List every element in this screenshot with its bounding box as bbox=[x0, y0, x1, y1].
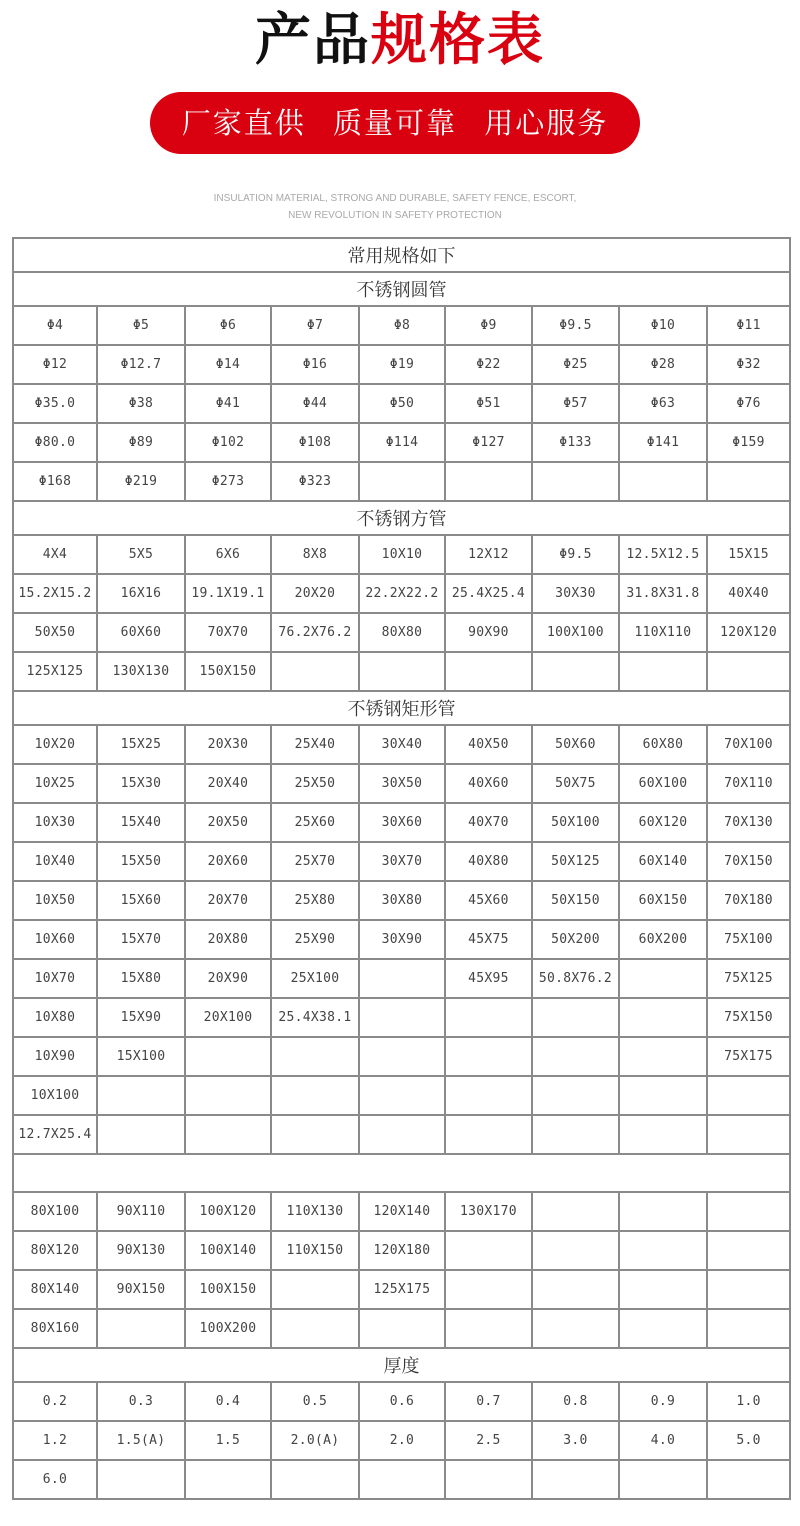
spec-cell: 15X80 bbox=[97, 959, 185, 998]
slogan-2: 质量可靠 bbox=[332, 106, 457, 140]
spec-cell: 0.3 bbox=[97, 1382, 185, 1421]
spec-cell: Φ108 bbox=[271, 423, 359, 462]
spec-cell: Φ219 bbox=[97, 462, 185, 501]
spec-cell: Φ141 bbox=[619, 423, 707, 462]
spec-cell: Φ273 bbox=[185, 462, 271, 501]
spec-cell bbox=[445, 1037, 532, 1076]
spec-cell: 1.0 bbox=[707, 1382, 790, 1421]
spec-cell: 30X50 bbox=[359, 764, 445, 803]
spec-cell bbox=[359, 462, 445, 501]
spec-cell: 70X70 bbox=[185, 613, 271, 652]
spec-cell bbox=[707, 652, 790, 691]
spec-cell bbox=[707, 1460, 790, 1499]
spec-cell bbox=[532, 1231, 619, 1270]
spec-cell bbox=[445, 462, 532, 501]
spec-cell bbox=[707, 462, 790, 501]
section-title-cell: 不锈钢圆管 bbox=[13, 272, 790, 306]
spec-cell bbox=[445, 1076, 532, 1115]
spec-cell: 25X60 bbox=[271, 803, 359, 842]
slogan-3: 用心服务 bbox=[484, 106, 609, 140]
table-row bbox=[13, 803, 790, 842]
spec-cell: 50X200 bbox=[532, 920, 619, 959]
spec-cell: 15X90 bbox=[97, 998, 185, 1037]
spec-cell: 20X70 bbox=[185, 881, 271, 920]
spec-cell: 150X150 bbox=[185, 652, 271, 691]
spec-cell: 10X100 bbox=[13, 1076, 97, 1115]
table-row bbox=[13, 1115, 790, 1154]
spec-cell: Φ6 bbox=[185, 306, 271, 345]
spec-cell: 50X75 bbox=[532, 764, 619, 803]
spec-cell: Φ9.5 bbox=[532, 535, 619, 574]
spec-cell: 25X100 bbox=[271, 959, 359, 998]
spec-cell bbox=[532, 998, 619, 1037]
spec-cell: 12.7X25.4 bbox=[13, 1115, 97, 1154]
spec-cell bbox=[271, 1076, 359, 1115]
spec-cell: Φ7 bbox=[271, 306, 359, 345]
spec-cell: 100X140 bbox=[185, 1231, 271, 1270]
spec-cell: 75X125 bbox=[707, 959, 790, 998]
spec-cell bbox=[359, 1076, 445, 1115]
spec-cell bbox=[359, 1115, 445, 1154]
spec-cell: 4.0 bbox=[619, 1421, 707, 1460]
spec-cell: 130X130 bbox=[97, 652, 185, 691]
spec-cell: Φ133 bbox=[532, 423, 619, 462]
spec-cell: 60X80 bbox=[619, 725, 707, 764]
spec-cell: 16X16 bbox=[97, 574, 185, 613]
spec-cell: 25X50 bbox=[271, 764, 359, 803]
spec-cell: 12X12 bbox=[445, 535, 532, 574]
table-row bbox=[13, 998, 790, 1037]
spec-cell: Φ19 bbox=[359, 345, 445, 384]
spec-cell bbox=[707, 1309, 790, 1348]
spec-cell: 40X50 bbox=[445, 725, 532, 764]
table-row bbox=[13, 574, 790, 613]
spec-cell bbox=[619, 1037, 707, 1076]
spec-cell bbox=[445, 1309, 532, 1348]
spec-cell bbox=[445, 1460, 532, 1499]
table-row bbox=[13, 1309, 790, 1348]
spec-cell bbox=[445, 652, 532, 691]
spec-cell: 15X40 bbox=[97, 803, 185, 842]
spec-cell: 50X100 bbox=[532, 803, 619, 842]
spec-cell bbox=[532, 1460, 619, 1499]
table-row bbox=[13, 306, 790, 345]
spec-cell: Φ5 bbox=[97, 306, 185, 345]
spec-cell bbox=[532, 462, 619, 501]
table-row bbox=[13, 1037, 790, 1076]
spec-cell bbox=[619, 1309, 707, 1348]
spec-cell: 5X5 bbox=[97, 535, 185, 574]
table-row bbox=[13, 1192, 790, 1231]
spec-cell: 40X60 bbox=[445, 764, 532, 803]
table-row bbox=[13, 959, 790, 998]
table-caption bbox=[13, 238, 790, 272]
spec-cell bbox=[97, 1309, 185, 1348]
spec-cell bbox=[532, 1115, 619, 1154]
spec-cell: 12.5X12.5 bbox=[619, 535, 707, 574]
spec-cell: Φ89 bbox=[97, 423, 185, 462]
spec-cell: Φ168 bbox=[13, 462, 97, 501]
spec-cell: 10X20 bbox=[13, 725, 97, 764]
spec-cell: 100X100 bbox=[532, 613, 619, 652]
spec-cell: 0.9 bbox=[619, 1382, 707, 1421]
spec-cell: 0.4 bbox=[185, 1382, 271, 1421]
spec-cell: 90X150 bbox=[97, 1270, 185, 1309]
spec-cell: 15X50 bbox=[97, 842, 185, 881]
spec-cell bbox=[532, 1270, 619, 1309]
spec-cell bbox=[97, 1076, 185, 1115]
table-row bbox=[13, 1421, 790, 1460]
spec-cell: 70X100 bbox=[707, 725, 790, 764]
spec-cell bbox=[532, 1037, 619, 1076]
spec-cell: 0.5 bbox=[271, 1382, 359, 1421]
spec-cell: 4X4 bbox=[13, 535, 97, 574]
spec-cell bbox=[707, 1270, 790, 1309]
spec-cell bbox=[359, 1460, 445, 1499]
spec-cell: 6.0 bbox=[13, 1460, 97, 1499]
spec-cell: 31.8X31.8 bbox=[619, 574, 707, 613]
table-row bbox=[13, 842, 790, 881]
spec-cell bbox=[445, 1270, 532, 1309]
spec-cell: Φ8 bbox=[359, 306, 445, 345]
spec-cell: 19.1X19.1 bbox=[185, 574, 271, 613]
spec-cell: 70X150 bbox=[707, 842, 790, 881]
spec-cell: 125X125 bbox=[13, 652, 97, 691]
spec-cell: 20X40 bbox=[185, 764, 271, 803]
spec-cell: Φ114 bbox=[359, 423, 445, 462]
spec-cell bbox=[445, 998, 532, 1037]
spec-cell: 60X100 bbox=[619, 764, 707, 803]
spec-cell: Φ12.7 bbox=[97, 345, 185, 384]
spec-cell: 75X175 bbox=[707, 1037, 790, 1076]
spec-cell bbox=[707, 1076, 790, 1115]
spec-cell: 60X120 bbox=[619, 803, 707, 842]
spec-cell: 70X110 bbox=[707, 764, 790, 803]
spec-cell bbox=[271, 652, 359, 691]
spec-cell: 130X170 bbox=[445, 1192, 532, 1231]
spec-cell: 80X80 bbox=[359, 613, 445, 652]
spec-cell bbox=[185, 1115, 271, 1154]
spec-cell bbox=[271, 1037, 359, 1076]
table-row bbox=[13, 1460, 790, 1499]
table-row bbox=[13, 384, 790, 423]
spec-cell: 50X60 bbox=[532, 725, 619, 764]
section-title bbox=[13, 501, 790, 535]
tagline-line-2: NEW REVOLUTION IN SAFETY PROTECTION bbox=[288, 210, 502, 221]
spec-cell: 20X50 bbox=[185, 803, 271, 842]
spec-cell: Φ80.0 bbox=[13, 423, 97, 462]
spec-cell: 20X60 bbox=[185, 842, 271, 881]
spec-cell: 110X150 bbox=[271, 1231, 359, 1270]
spec-cell: 50X125 bbox=[532, 842, 619, 881]
table-row bbox=[13, 1270, 790, 1309]
spec-cell: 70X180 bbox=[707, 881, 790, 920]
spec-table bbox=[12, 237, 791, 1500]
spec-cell: 25X70 bbox=[271, 842, 359, 881]
spec-cell: Φ127 bbox=[445, 423, 532, 462]
spec-cell: 2.0 bbox=[359, 1421, 445, 1460]
spec-cell: Φ9.5 bbox=[532, 306, 619, 345]
table-row bbox=[13, 652, 790, 691]
section-title-cell: 不锈钢方管 bbox=[13, 501, 790, 535]
spec-cell bbox=[532, 1192, 619, 1231]
spec-cell: Φ32 bbox=[707, 345, 790, 384]
spec-cell: Φ50 bbox=[359, 384, 445, 423]
spec-cell: 80X160 bbox=[13, 1309, 97, 1348]
spec-cell: 120X120 bbox=[707, 613, 790, 652]
slogan-banner bbox=[150, 92, 640, 154]
spec-cell: 22.2X22.2 bbox=[359, 574, 445, 613]
spec-cell bbox=[185, 1076, 271, 1115]
table-row bbox=[13, 881, 790, 920]
spec-cell: 1.5(A) bbox=[97, 1421, 185, 1460]
table-row bbox=[13, 1382, 790, 1421]
spec-cell bbox=[619, 998, 707, 1037]
spec-cell: 25X90 bbox=[271, 920, 359, 959]
spec-cell bbox=[97, 1115, 185, 1154]
spec-cell: 20X20 bbox=[271, 574, 359, 613]
spec-cell: 15X70 bbox=[97, 920, 185, 959]
table-row bbox=[13, 1231, 790, 1270]
spec-cell bbox=[619, 1192, 707, 1231]
spec-cell: 25.4X25.4 bbox=[445, 574, 532, 613]
spec-cell: 110X130 bbox=[271, 1192, 359, 1231]
spec-cell bbox=[619, 462, 707, 501]
spec-cell bbox=[445, 1231, 532, 1270]
table-row bbox=[13, 462, 790, 501]
spec-cell: 30X40 bbox=[359, 725, 445, 764]
spec-cell bbox=[707, 1231, 790, 1270]
spec-cell: 76.2X76.2 bbox=[271, 613, 359, 652]
table-row bbox=[13, 920, 790, 959]
spec-cell: 60X200 bbox=[619, 920, 707, 959]
table-row bbox=[13, 535, 790, 574]
spec-cell bbox=[532, 652, 619, 691]
table-row bbox=[13, 345, 790, 384]
spec-cell: 50.8X76.2 bbox=[532, 959, 619, 998]
spec-cell: 25X80 bbox=[271, 881, 359, 920]
spec-cell: 2.0(A) bbox=[271, 1421, 359, 1460]
spec-cell: 2.5 bbox=[445, 1421, 532, 1460]
table-row bbox=[13, 1076, 790, 1115]
section-title-cell bbox=[13, 1154, 790, 1192]
spec-cell: 45X95 bbox=[445, 959, 532, 998]
spec-cell: Φ41 bbox=[185, 384, 271, 423]
section-title bbox=[13, 1348, 790, 1382]
spec-cell: Φ102 bbox=[185, 423, 271, 462]
spec-cell bbox=[97, 1460, 185, 1499]
spec-cell: 0.7 bbox=[445, 1382, 532, 1421]
spec-cell: 110X110 bbox=[619, 613, 707, 652]
spec-cell: 120X180 bbox=[359, 1231, 445, 1270]
spec-table-body bbox=[13, 238, 790, 1499]
section-title bbox=[13, 1154, 790, 1192]
spec-cell: 40X40 bbox=[707, 574, 790, 613]
spec-cell: 125X175 bbox=[359, 1270, 445, 1309]
spec-cell: 50X150 bbox=[532, 881, 619, 920]
spec-cell: Φ35.0 bbox=[13, 384, 97, 423]
section-title bbox=[13, 691, 790, 725]
spec-cell: 120X140 bbox=[359, 1192, 445, 1231]
spec-cell bbox=[532, 1309, 619, 1348]
spec-cell: 10X40 bbox=[13, 842, 97, 881]
spec-cell: 90X90 bbox=[445, 613, 532, 652]
spec-cell: 50X50 bbox=[13, 613, 97, 652]
spec-cell: 30X60 bbox=[359, 803, 445, 842]
spec-cell: Φ11 bbox=[707, 306, 790, 345]
spec-cell: 75X100 bbox=[707, 920, 790, 959]
spec-cell bbox=[619, 1115, 707, 1154]
spec-cell: 10X10 bbox=[359, 535, 445, 574]
spec-cell bbox=[619, 1460, 707, 1499]
spec-cell: 20X30 bbox=[185, 725, 271, 764]
spec-cell: 20X90 bbox=[185, 959, 271, 998]
spec-cell bbox=[359, 959, 445, 998]
spec-cell: 1.5 bbox=[185, 1421, 271, 1460]
spec-cell: 100X150 bbox=[185, 1270, 271, 1309]
table-row bbox=[13, 764, 790, 803]
spec-cell bbox=[532, 1076, 619, 1115]
spec-cell: 80X100 bbox=[13, 1192, 97, 1231]
spec-cell bbox=[619, 959, 707, 998]
spec-cell: 15X25 bbox=[97, 725, 185, 764]
spec-cell: 6X6 bbox=[185, 535, 271, 574]
spec-cell: 75X150 bbox=[707, 998, 790, 1037]
spec-cell: 10X30 bbox=[13, 803, 97, 842]
spec-cell: 15X30 bbox=[97, 764, 185, 803]
spec-cell: Φ159 bbox=[707, 423, 790, 462]
spec-cell: 0.6 bbox=[359, 1382, 445, 1421]
spec-cell bbox=[707, 1192, 790, 1231]
spec-cell: 30X90 bbox=[359, 920, 445, 959]
spec-cell: 60X150 bbox=[619, 881, 707, 920]
spec-cell: 15.2X15.2 bbox=[13, 574, 97, 613]
spec-cell: 1.2 bbox=[13, 1421, 97, 1460]
spec-cell bbox=[359, 652, 445, 691]
spec-cell bbox=[707, 1115, 790, 1154]
spec-cell: 10X90 bbox=[13, 1037, 97, 1076]
spec-cell: Φ51 bbox=[445, 384, 532, 423]
table-row bbox=[13, 725, 790, 764]
spec-cell: 20X80 bbox=[185, 920, 271, 959]
spec-cell bbox=[359, 998, 445, 1037]
spec-cell: Φ9 bbox=[445, 306, 532, 345]
title-black-part: 产品 bbox=[255, 8, 371, 73]
spec-cell: 15X60 bbox=[97, 881, 185, 920]
spec-cell: 80X120 bbox=[13, 1231, 97, 1270]
spec-cell bbox=[271, 1460, 359, 1499]
spec-cell: Φ76 bbox=[707, 384, 790, 423]
spec-cell bbox=[359, 1309, 445, 1348]
section-title-cell: 不锈钢矩形管 bbox=[13, 691, 790, 725]
page-title bbox=[0, 8, 800, 74]
spec-cell bbox=[359, 1037, 445, 1076]
spec-cell: Φ14 bbox=[185, 345, 271, 384]
spec-cell: 60X140 bbox=[619, 842, 707, 881]
spec-cell: 90X130 bbox=[97, 1231, 185, 1270]
spec-cell: 20X100 bbox=[185, 998, 271, 1037]
spec-cell: 100X200 bbox=[185, 1309, 271, 1348]
table-caption-cell: 常用规格如下 bbox=[13, 238, 790, 272]
spec-cell: 10X25 bbox=[13, 764, 97, 803]
table-row bbox=[13, 613, 790, 652]
spec-cell: 15X100 bbox=[97, 1037, 185, 1076]
spec-cell: Φ4 bbox=[13, 306, 97, 345]
spec-cell: 10X70 bbox=[13, 959, 97, 998]
slogan-1: 厂家直供 bbox=[181, 106, 306, 140]
spec-cell: 10X50 bbox=[13, 881, 97, 920]
spec-cell bbox=[185, 1037, 271, 1076]
spec-cell: Φ38 bbox=[97, 384, 185, 423]
spec-cell: Φ25 bbox=[532, 345, 619, 384]
spec-cell: Φ12 bbox=[13, 345, 97, 384]
spec-cell bbox=[271, 1309, 359, 1348]
spec-cell: 30X70 bbox=[359, 842, 445, 881]
spec-cell bbox=[445, 1115, 532, 1154]
spec-cell bbox=[619, 652, 707, 691]
spec-cell: 10X80 bbox=[13, 998, 97, 1037]
section-title-cell: 厚度 bbox=[13, 1348, 790, 1382]
spec-cell: 0.8 bbox=[532, 1382, 619, 1421]
spec-cell bbox=[619, 1270, 707, 1309]
tagline bbox=[0, 190, 790, 224]
spec-cell: 30X80 bbox=[359, 881, 445, 920]
spec-cell bbox=[619, 1231, 707, 1270]
spec-cell bbox=[271, 1115, 359, 1154]
spec-cell: Φ10 bbox=[619, 306, 707, 345]
spec-cell: 90X110 bbox=[97, 1192, 185, 1231]
spec-cell: 60X60 bbox=[97, 613, 185, 652]
spec-cell bbox=[619, 1076, 707, 1115]
spec-cell: Φ44 bbox=[271, 384, 359, 423]
spec-cell: 15X15 bbox=[707, 535, 790, 574]
spec-cell: Φ323 bbox=[271, 462, 359, 501]
spec-cell bbox=[185, 1460, 271, 1499]
spec-cell: Φ57 bbox=[532, 384, 619, 423]
spec-cell: 25X40 bbox=[271, 725, 359, 764]
title-red-part: 规格表 bbox=[371, 8, 545, 73]
spec-cell: Φ22 bbox=[445, 345, 532, 384]
spec-cell: Φ63 bbox=[619, 384, 707, 423]
spec-cell: 45X75 bbox=[445, 920, 532, 959]
spec-cell: 0.2 bbox=[13, 1382, 97, 1421]
spec-cell: 10X60 bbox=[13, 920, 97, 959]
spec-cell: 40X70 bbox=[445, 803, 532, 842]
spec-cell: 45X60 bbox=[445, 881, 532, 920]
spec-cell: 3.0 bbox=[532, 1421, 619, 1460]
spec-cell: 5.0 bbox=[707, 1421, 790, 1460]
spec-cell: 80X140 bbox=[13, 1270, 97, 1309]
spec-cell bbox=[271, 1270, 359, 1309]
spec-cell: Φ28 bbox=[619, 345, 707, 384]
spec-cell: 100X120 bbox=[185, 1192, 271, 1231]
spec-cell: 25.4X38.1 bbox=[271, 998, 359, 1037]
tagline-line-1: INSULATION MATERIAL, STRONG AND DURABLE, SAFETY FENCE, ESCORT, bbox=[213, 193, 577, 204]
spec-cell: 40X80 bbox=[445, 842, 532, 881]
spec-cell: 30X30 bbox=[532, 574, 619, 613]
spec-cell: 8X8 bbox=[271, 535, 359, 574]
spec-cell: Φ16 bbox=[271, 345, 359, 384]
section-title bbox=[13, 272, 790, 306]
table-row bbox=[13, 423, 790, 462]
spec-cell: 70X130 bbox=[707, 803, 790, 842]
